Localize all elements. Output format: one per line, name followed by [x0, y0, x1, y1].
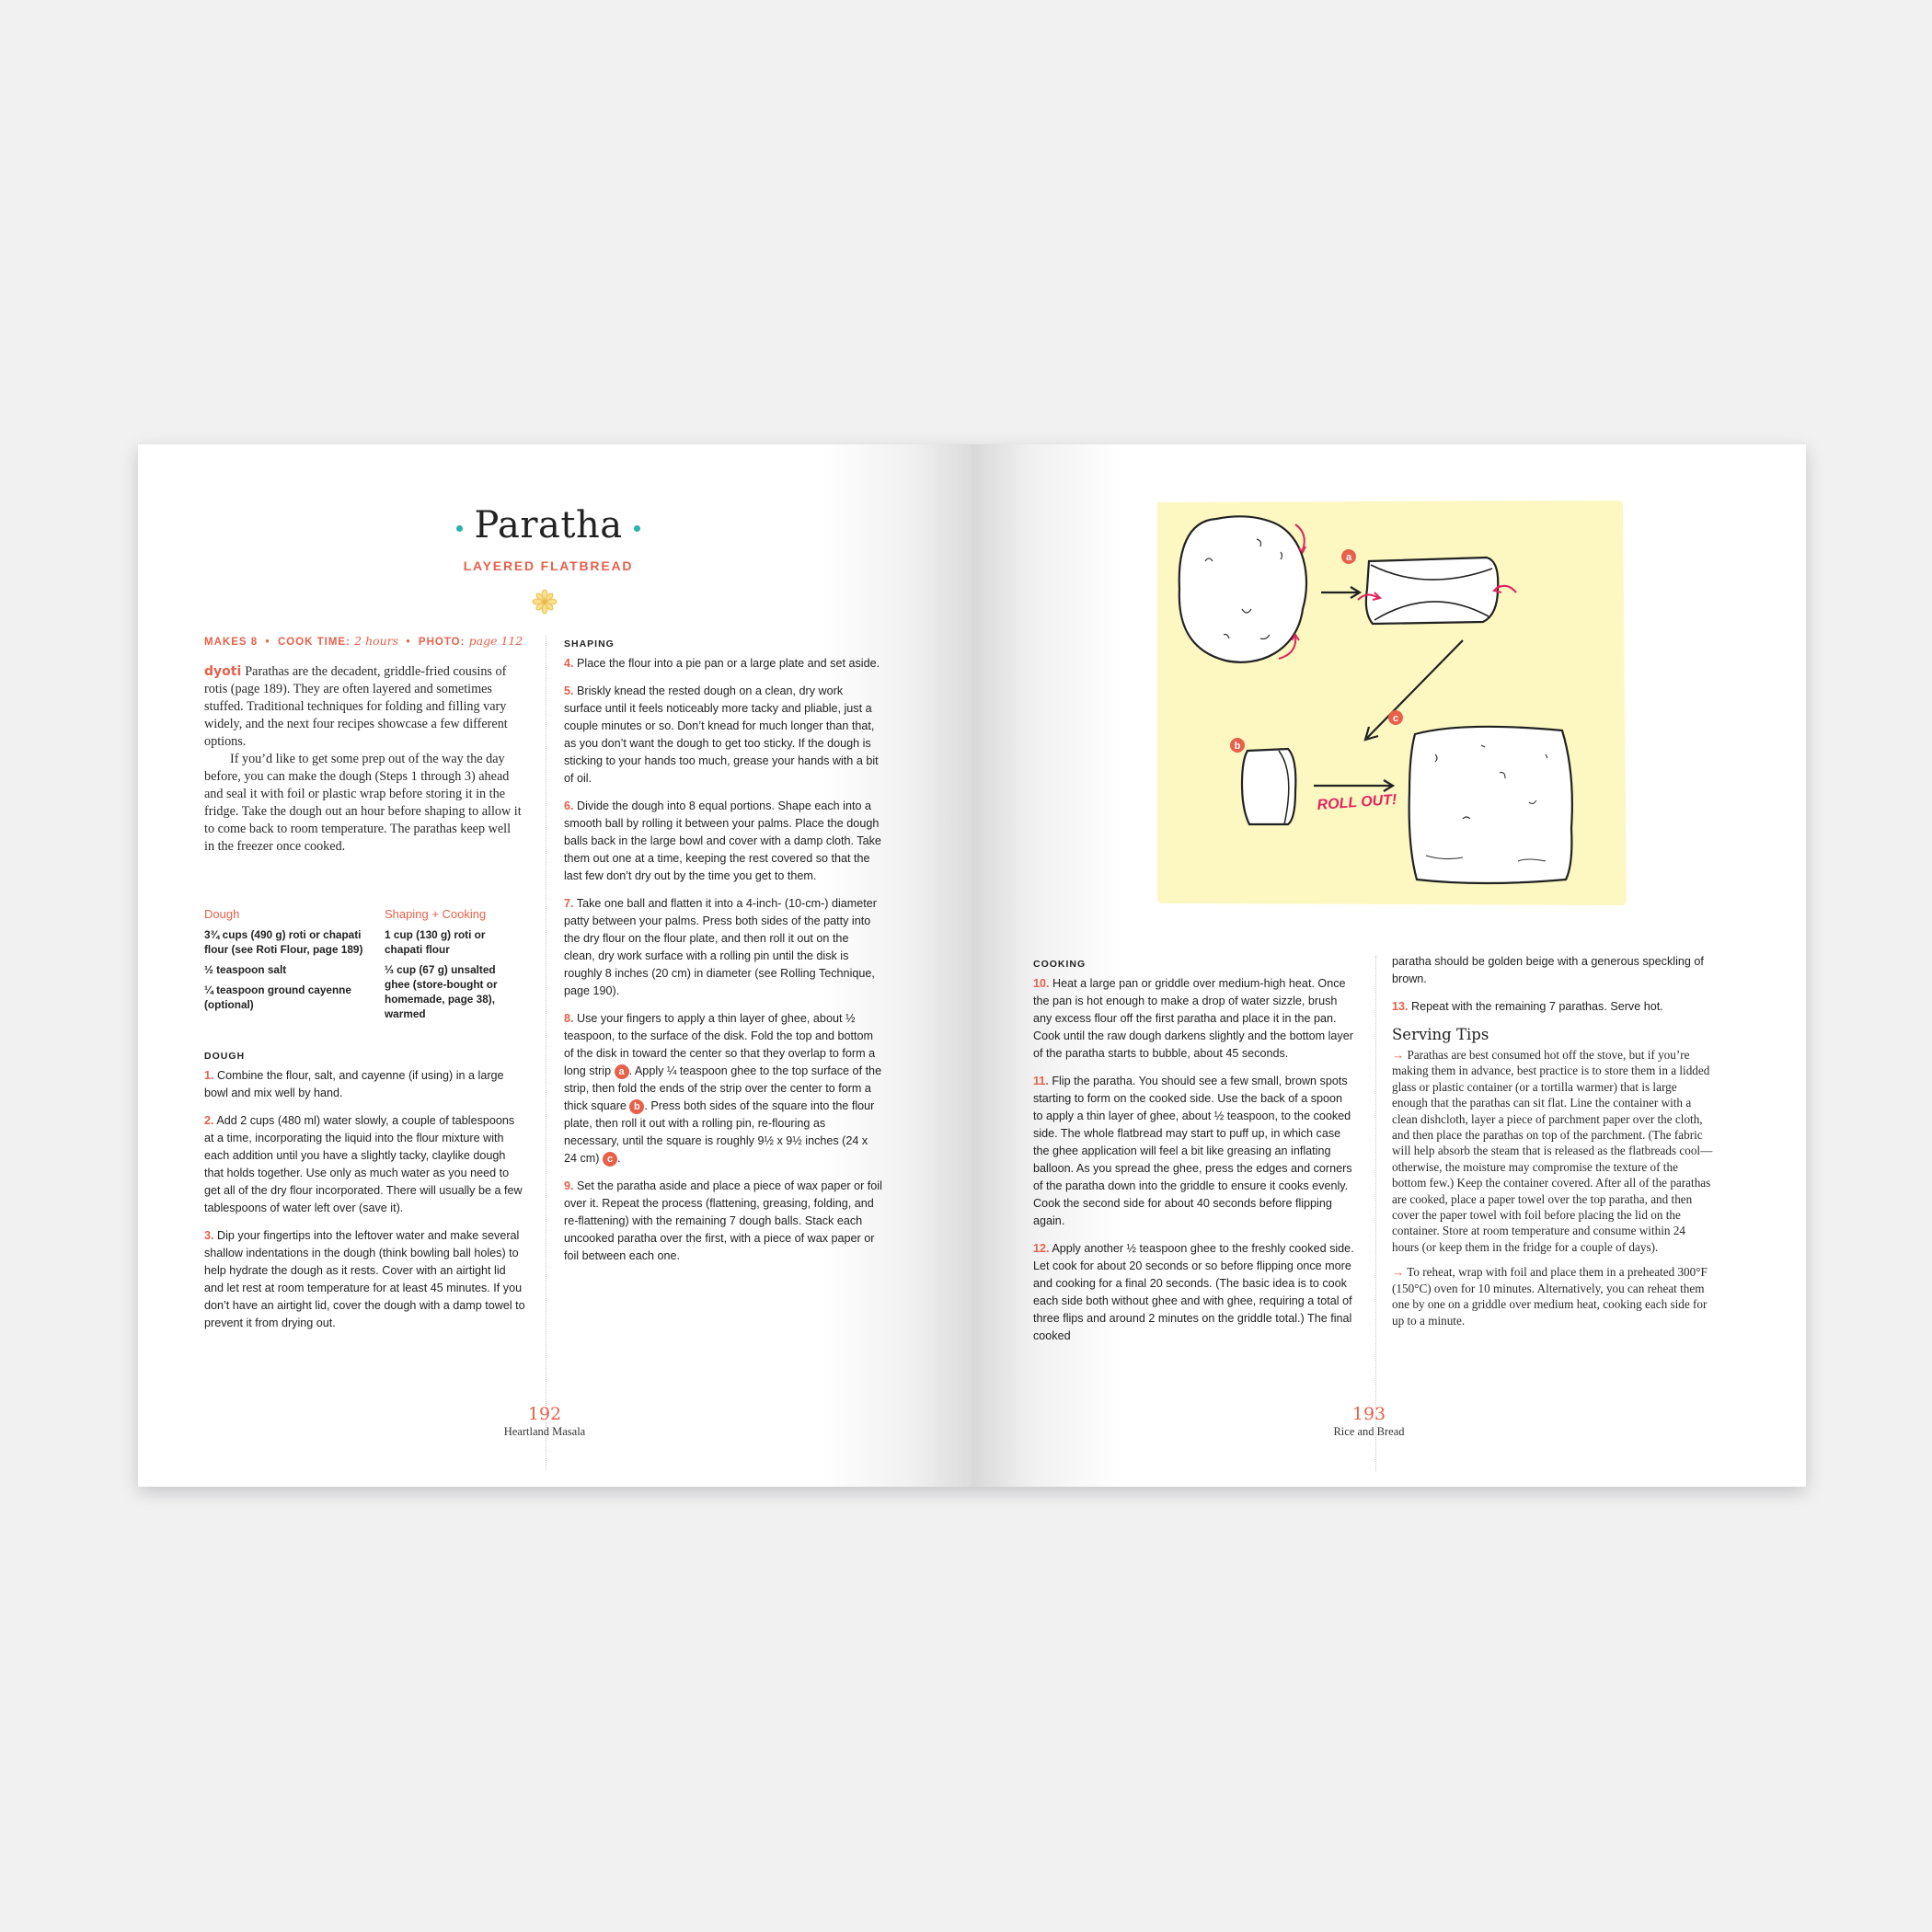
step-text: Take one ball and flatten it into a 4-inch- (10-cm-) diameter patty between your palms. Press both sides of the patty into the dry flour on the flour plate, and then roll it out on the clean, dry work surface with a rolling pin until the disk is roughly 8 inches (20 cm) in diameter (see Rolling Technique, page 190). [564, 897, 877, 997]
step-4 [564, 655, 882, 673]
section-heading-cooking: COOKING [1033, 959, 1087, 970]
ingredients-shaping-heading: Shaping + Cooking [385, 907, 487, 921]
folio-left [407, 1404, 683, 1439]
ingredients-dough-heading: Dough [204, 907, 240, 921]
step-2 [204, 1112, 526, 1217]
ingredient-item: ¼ teaspoon ground cayenne (optional) [204, 983, 351, 1011]
meta-cook-time-value: 2 hours [354, 634, 399, 648]
intro-paragraph-2: If you’d like to get some prep out of the way the day before, you can make the dough (Steps 1 through 3) ahead and seal it with foil or plastic wrap before storing it in the fridge. Take the dough out an hour before shaping to allow it to come back to room temperature. The parathas keep well in the freezer once cooked. [204, 752, 522, 854]
recipe-meta [204, 634, 523, 648]
step-number: 10. [1033, 977, 1050, 990]
figure-badge-c: c [603, 1152, 617, 1167]
folded-square-shape [1242, 749, 1295, 824]
step-number: 1. [204, 1069, 214, 1082]
ingredient-item: 3¾ cups (490 g) roti or chapati flour (see Roti Flour, page 189) [204, 928, 363, 956]
ingredient-item: 1 cup (130 g) roti or chapati flour [385, 928, 486, 956]
rolled-paratha-shape [1409, 727, 1572, 883]
left-page [138, 444, 972, 1487]
ingredient-item: ⅓ cup (67 g) unsalted ghee (store-bought or homemade, page 38), warmed [385, 963, 498, 1020]
book-title: Heartland Masala [503, 1425, 586, 1438]
step-number: 13. [1392, 1000, 1409, 1013]
cooking-steps [1033, 956, 1355, 1355]
step-5 [564, 683, 882, 788]
step-8 [564, 1010, 882, 1167]
tip-text: Parathas are best consumed hot off the stove, but if you’re making them in advance, best practice is to store them in a lidded glass or plastic container (or a tortilla warmer) that is large enough that the parathas can sit flat. Line the container with a clean dishcloth, layer a piece of parchment paper over the cloth, and then place the parathas on top of the parchment. (The fabric will help absorb the steam that is released as the flatbreads cool—otherwise, the moisture may compromise the texture of the bottom few.) Keep the container covered. After all of the parathas are cooked, place a paper towel over the top paratha, and then cover the paper towel with foil before placing the lid on the container. Store at room temperature and consume within 24 hours (or keep them in the fridge for a couple of days). [1392, 1048, 1713, 1254]
meta-cook-time-label: COOK TIME: [277, 637, 351, 648]
ingredient-item: ½ teaspoon salt [204, 963, 287, 976]
serving-tip [1392, 1047, 1714, 1255]
arrow-icon: → [1392, 1265, 1405, 1280]
step-number: 6. [564, 799, 574, 812]
step-12-continued: paratha should be golden beige with a generous speckling of brown. [1392, 955, 1704, 985]
step-text: . Apply ¼ teaspoon ghee to the top surface of the strip, then fold the ends of the strip over the center to form a thick square [564, 1064, 882, 1112]
step-11 [1033, 1073, 1355, 1230]
step-text: Add 2 cups (480 ml) water slowly, a couple of tablespoons at a time, incorporating the liquid into the flour mixture with each addition until you have a slightly tacky, claylike dough that holds together. Use only as much water as you need to get all of the dry flour incorporated. There will usually be a few tablespoons of water left over (save it). [204, 1114, 523, 1214]
recipe-title-text: Paratha [474, 504, 623, 546]
step-text: Repeat with the remaining 7 parathas. Serve hot. [1411, 1000, 1663, 1013]
step-text: Apply another ½ teaspoon ghee to the freshly cooked side. Let cook for about 20 seconds or so before flipping once more and cooking for a final 20 seconds. (The basic idea is to cook each side both without ghee and with ghee, requiring a total of three flips and around 2 minutes on the griddle total.) The final cooked [1033, 1242, 1354, 1342]
dough-ball-shape [1179, 516, 1306, 661]
step-number: 12. [1033, 1242, 1050, 1255]
step-7 [564, 895, 882, 1000]
step-text: Dip your fingertips into the leftover water and make several shallow indentations in the dough (think bowling ball holes) to help hydrate the dough as it rests. Cover with an airtight lid and let rest at room temperature for at least 45 minutes. If you don’t have an airtight lid, cover the dough with a damp towel to prevent it from drying out. [204, 1229, 525, 1329]
cooking-steps-continued [1392, 953, 1714, 1338]
step-10 [1033, 975, 1355, 1063]
step-12 [1033, 1240, 1355, 1345]
meta-sep: • [406, 637, 411, 648]
step-text: Combine the flour, salt, and cayenne (if using) in a large bowl and mix well by hand. [204, 1069, 504, 1099]
step-13 [1392, 998, 1714, 1016]
intro-paragraph-1: Parathas are the decadent, griddle-fried cousins of rotis (page 189). They are often layered and sometimes stuffed. Traditional techniques for folding and filling vary widely, and the next four recipes showcase a few different options. [204, 664, 508, 749]
step-text: . [617, 1152, 621, 1165]
illustration-caption: ROLL OUT! [1317, 791, 1397, 813]
step-9 [564, 1178, 882, 1265]
figure-badge-b: b [629, 1099, 644, 1114]
arrow-icon: → [1392, 1048, 1405, 1062]
step-number: 4. [564, 657, 574, 670]
meta-photo-label: PHOTO: [418, 637, 466, 648]
step-3 [204, 1227, 526, 1332]
step-number: 7. [564, 897, 574, 910]
step-number: 8. [564, 1012, 574, 1025]
folding-illustration [1150, 497, 1628, 906]
step-number: 5. [564, 684, 574, 697]
recipe-title [138, 504, 959, 546]
section-heading-dough: DOUGH [204, 1051, 246, 1062]
dough-steps [204, 1048, 526, 1342]
title-dot-right [634, 525, 640, 532]
right-page [972, 444, 1806, 1487]
meta-makes: MAKES 8 [204, 637, 259, 648]
column-divider [1375, 956, 1376, 1471]
tip-text: To reheat, wrap with foil and place them in a preheated 300°F (150°C) oven for 10 minutes. Alternatively, you can reheat them one by one on a griddle over medium heat, cooking each side for up to a minute. [1392, 1265, 1708, 1328]
step-number: 3. [204, 1229, 214, 1242]
illustration-label-c: c [1392, 713, 1399, 724]
step-text: Heat a large pan or griddle over medium-high heat. Once the pan is hot enough to make a drop of water sizzle, brush any excess flour off the first paratha and place it in the pan. Cook until the raw dough darkens slightly and the bottom layer of the paratha starts to bubble, about 45 seconds. [1033, 977, 1353, 1060]
step-number: 2. [204, 1114, 214, 1127]
meta-photo-value: page 112 [468, 634, 523, 648]
step-number: 11. [1033, 1075, 1049, 1087]
shaping-steps [564, 636, 882, 1275]
serving-tip [1392, 1264, 1714, 1328]
step-number: 9. [564, 1179, 574, 1192]
recipe-subtitle: LAYERED FLATBREAD [463, 558, 634, 573]
title-dot-left [456, 525, 463, 532]
intro-text [204, 663, 522, 856]
book-spread [138, 444, 1806, 1487]
meta-sep: • [265, 637, 270, 648]
step-text: Use your fingers to apply a thin layer of ghee, about ½ teaspoon, to the surface of the disk. Fold the top and bottom of the disk in toward the center so that they overlap to form a long strip [564, 1012, 876, 1077]
flower-ornament-icon [531, 588, 558, 615]
step-6 [564, 798, 882, 885]
step-text: Place the flour into a pie pan or a large plate and set aside. [577, 657, 880, 670]
folio-right [1231, 1404, 1507, 1439]
illustration-label-a: a [1345, 552, 1352, 563]
figure-badge-a: a [615, 1064, 629, 1079]
step-text: Set the paratha aside and place a piece of wax paper or foil over it. Repeat the process (flattening, greasing, folding, and re-flattening) with the remaining 7 dough balls. Stack each uncooked paratha over the first, with a piece of wax paper or foil between each one. [564, 1179, 882, 1262]
author-signature: dyoti [204, 664, 242, 679]
chapter-title: Rice and Bread [1333, 1425, 1405, 1438]
ingredients-shaping [385, 907, 523, 1027]
illustration-label-b: b [1234, 741, 1241, 752]
step-text: Divide the dough into 8 equal portions. Shape each into a smooth ball by rolling it between your palms. Place the dough balls back in the large bowl and cover with a damp cloth. Take them out one at a time, keeping the rest covered so that the last few don’t dry out by the time you get to them. [564, 799, 881, 882]
page-number: 192 [527, 1404, 562, 1424]
page-number: 193 [1351, 1404, 1386, 1424]
step-text: Briskly knead the rested dough on a clean, dry work surface until it feels noticeably more tacky and pliable, just a couple minutes or so. Don’t knead for much longer than that, as you don’t want the dough to get too sticky. If the dough is sticking to your hands too much, grease your hands with a bit of oil. [564, 684, 879, 785]
section-heading-shaping: SHAPING [564, 638, 615, 650]
ingredients-dough [204, 907, 379, 1018]
step-1 [204, 1067, 526, 1102]
step-text: . Press both sides of the square into the flour plate, then roll it out with a rolling pin, re-flouring as necessary, until the square is roughly 9½ x 9½ inches (24 x 24 cm) [564, 1099, 875, 1165]
step-text: Flip the paratha. You should see a few small, brown spots starting to form on the cooked side. Use the back of a spoon to apply a thin layer of ghee, about ½ teaspoon, to the cooked side. The whole flatbread may start to puff up, in which case the ghee application will feel a bit like greasing an inflating balloon. As you spread the ghee, press the edges and corners of the paratha down into the griddle to ensure it cooks evenly. Cook the second side for about 40 seconds before flipping again. [1033, 1075, 1352, 1227]
serving-tips-heading: Serving Tips [1392, 1026, 1489, 1043]
